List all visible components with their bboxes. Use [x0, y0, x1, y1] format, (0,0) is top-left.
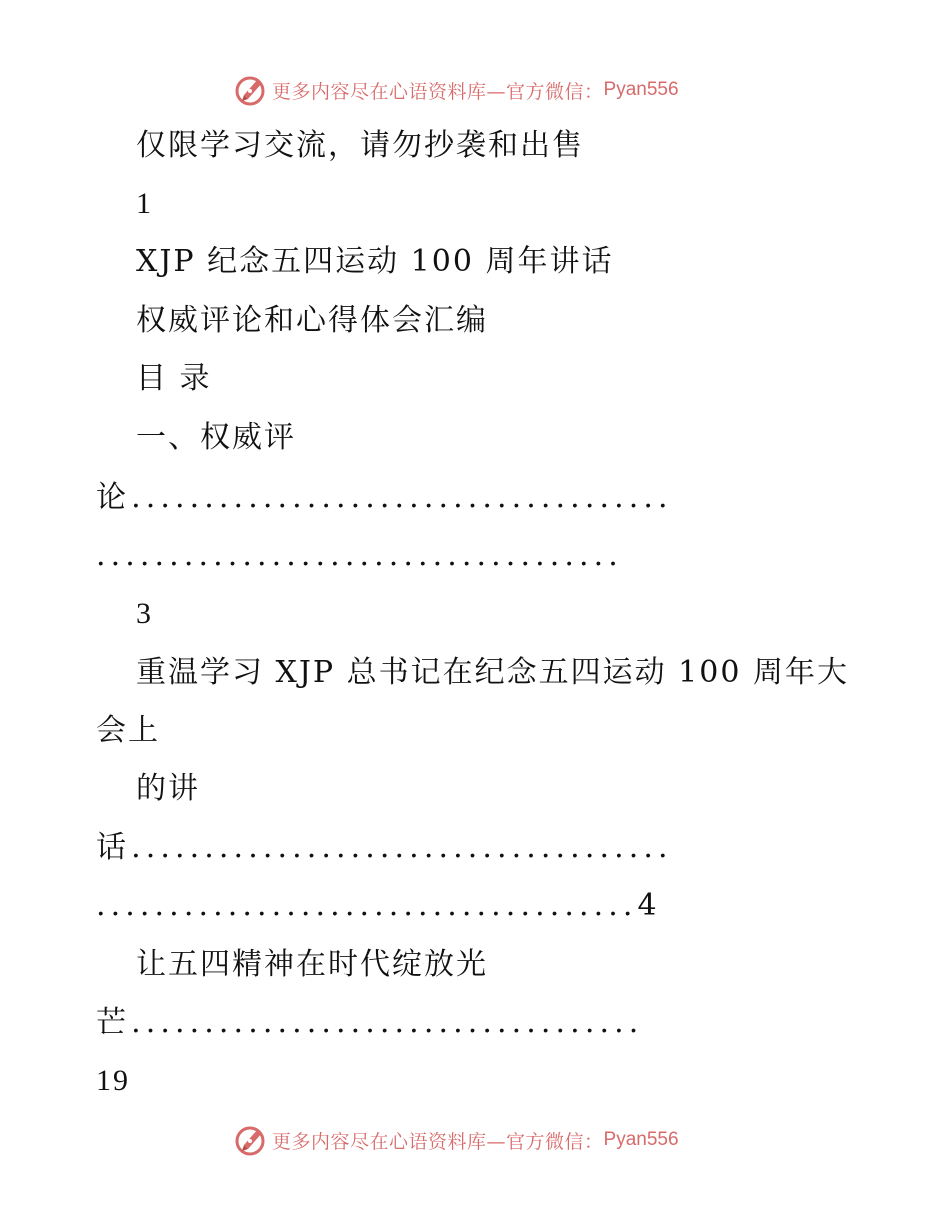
toc-entry-title: 会上	[96, 713, 160, 748]
notice-line: 仅限学习交流，请勿抄袭和出售	[136, 128, 584, 163]
watermark-wechat-id: Pyan556	[603, 79, 679, 100]
toc-page-number: 3	[136, 597, 153, 630]
pen-logo-icon	[234, 73, 268, 107]
toc-entry-title: 让五四精神在时代绽放光	[136, 947, 488, 982]
document-subtitle: 权威评论和心得体会汇编	[136, 303, 488, 338]
watermark-text: 更多内容尽在心语资料库—官方微信：	[272, 80, 604, 103]
document-title: XJP 纪念五四运动 100 周年讲话	[136, 244, 614, 279]
toc-entry-leader: 芒...................................	[96, 1005, 644, 1040]
toc-entry-leader: ....................................	[96, 538, 623, 573]
watermark-footer	[234, 1122, 679, 1158]
toc-entry-title: 的讲	[136, 771, 200, 806]
toc-entry-title: 重温学习 XJP 总书记在纪念五四运动 100 周年大	[136, 655, 849, 690]
pen-logo-icon	[234, 1123, 268, 1157]
watermark-wechat-id: Pyan556	[603, 1129, 679, 1150]
page-number: 1	[136, 187, 153, 220]
toc-heading: 目 录	[136, 361, 212, 396]
watermark-text: 更多内容尽在心语资料库—官方微信：	[272, 1130, 604, 1153]
toc-entry-leader: 话.....................................	[96, 830, 673, 865]
toc-section-title: 一、权威评	[136, 420, 296, 455]
watermark-header	[234, 72, 679, 108]
toc-page-number: 19	[96, 1064, 130, 1097]
toc-entry-leader: .....................................4	[96, 888, 662, 923]
toc-entry-leader: 论.....................................	[96, 480, 673, 515]
